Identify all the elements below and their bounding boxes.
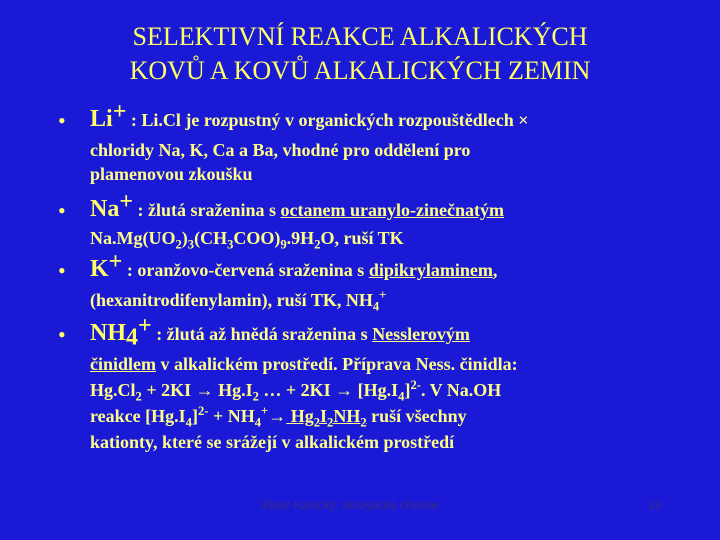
bullet-nh4: • (58, 322, 66, 347)
title-line-2: KOVŮ A KOVŮ ALKALICKÝCH ZEMIN (129, 56, 591, 85)
item-nh4-text: : žlutá až hnědá sraženina s (151, 324, 373, 344)
bullet-k: • (58, 258, 66, 283)
item-na-text: : žlutá sraženina s (133, 200, 281, 220)
ion-k: K (90, 256, 109, 282)
arrow-icon: → (195, 380, 214, 400)
item-na-formula: $Na.Mg(UO_2)_3(CH_3COO)_9.9H_2O$, ruší TK (90, 228, 404, 252)
item-na (90, 189, 700, 223)
item-li (90, 99, 700, 133)
item-nh4: $NH_4^+$ : žlutá až hnědá sraženina s Nesslerovým (90, 313, 470, 351)
bullet-na: • (58, 198, 66, 223)
slide-title (0, 20, 720, 88)
formula-hg2i2nh2: $Hg_2I_2NH_2$ (286, 406, 367, 430)
item-k-line2: (hexanitrodifenylamin), ruší TK, $NH_4^+$ (90, 288, 387, 314)
charge-nh4: + (138, 313, 152, 339)
link-uranyl: octanem uranylo-zinečnatým (280, 200, 504, 220)
item-k: K+ : oranžovo-červená sraženina s dipikrylaminem, (90, 249, 498, 282)
title-line-1: SELEKTIVNÍ REAKCE ALKALICKÝCH (132, 22, 588, 51)
arrow-icon: → (268, 406, 287, 426)
footer-page-number: 19 (648, 498, 662, 512)
footer-author: Viktor Kanický: Analytická chemie (260, 498, 439, 512)
bullet-li: • (58, 108, 66, 133)
item-nh4-line2: činidlem v alkalickém prostředí. Příprava Ness. činidla: (90, 354, 518, 374)
charge-k: + (108, 249, 123, 275)
link-nessler: Nesslerovým (372, 324, 470, 344)
charge-li: + (112, 99, 127, 125)
ion-li: Li (90, 106, 113, 132)
link-dipikryl: dipikrylaminem (368, 260, 493, 280)
item-li-text: : Li.Cl je rozpustný v organických rozpouštědlech × (126, 110, 529, 130)
item-nh4-line3: $Hg.Cl_2 + 2KI \to Hg.I_2$ … + $2KI \to [Hg.I_4]^{2-}$. V Na.OH (90, 378, 502, 404)
charge-na: + (119, 189, 134, 215)
link-cinidlem: činidlem (90, 354, 156, 374)
ion-na: Na (90, 196, 120, 222)
item-nh4-line5: kationty, které se srážejí v alkalickém prostředí (90, 432, 455, 452)
item-nh4-line4: reakce $[Hg.I_4]^{2-} + NH_4^+\to Hg_2I_2NH_2$ ruší všechny (90, 404, 467, 430)
item-li-line3: plamenovou zkoušku (90, 164, 253, 184)
ion-nh4: NH (90, 320, 126, 346)
item-li-line2: chloridy Na, K, Ca a Ba, vhodné pro oddělení pro (90, 140, 471, 160)
item-k-text: : oranžovo-červená sraženina s (122, 260, 369, 280)
arrow-icon: → (335, 380, 354, 400)
